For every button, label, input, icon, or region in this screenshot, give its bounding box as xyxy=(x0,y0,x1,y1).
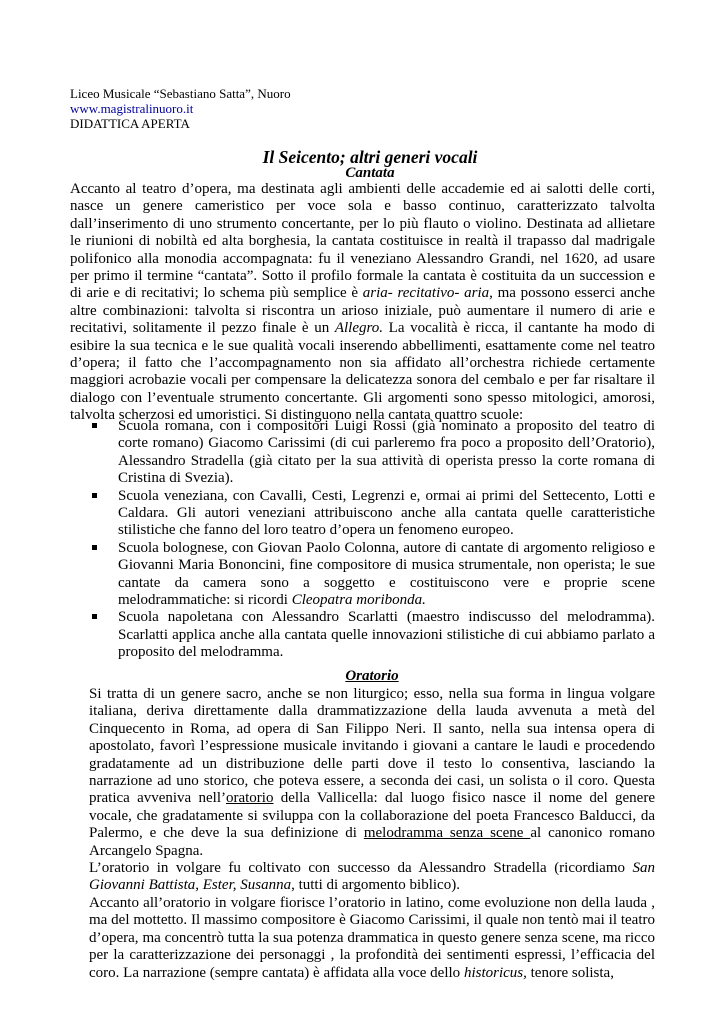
section-heading-oratorio: Oratorio xyxy=(345,668,399,684)
school-name: Liceo Musicale “Sebastiano Satta”, Nuoro xyxy=(70,86,291,101)
section-heading-cantata: Cantata xyxy=(345,165,395,181)
cantata-form-term: aria- recitativo- aria xyxy=(362,285,490,302)
list-item-text: Scuola veneziana, con Cavalli, Cesti, Legrenzi e, ormai ai primi del Settecento, Lotti e Caldara. Gli autori veneziani attribuiscono anche alla cantata quelle caratteristiche stilistiche che fanno del loro teatro d’opera un fenomeno europeo. xyxy=(118,487,655,539)
list-item-text: Scuola bolognese, con Giovan Paolo Colonna, autore di cantate di argomento religioso e Giovanni Maria Bononcini, fine compositore di musica strumentale, non operista; le sue cantate da camera sono a soggetto e costituiscono vere e proprie scene melodrammatiche: si ricordi xyxy=(118,539,655,609)
list-item xyxy=(70,540,655,610)
text-run: L’oratorio in volgare fu coltivato con successo da Alessandro Stradella (ricordiamo xyxy=(89,860,633,877)
cantata-schools-list xyxy=(70,418,655,662)
work-title: Cleopatra moribonda. xyxy=(291,592,426,609)
cantata-paragraph xyxy=(70,181,655,425)
allegro-term: Allegro. xyxy=(334,320,384,337)
oratorio-paragraph-1 xyxy=(89,686,655,860)
text-run: della Vallicella: dal luogo fisico nasce il nome del genere vocale, che gradatamente si sviluppa con la collaborazione del poeta Francesco Balducci, da Palermo, e che deve la sua definizione di xyxy=(89,790,655,842)
oratorio-paragraph-2 xyxy=(89,860,655,895)
bullet-icon xyxy=(92,423,97,428)
bullet-icon xyxy=(92,493,97,498)
text-run: , tutti di argomento biblico). xyxy=(291,877,460,894)
document-header xyxy=(70,86,291,131)
text-run: Accanto all’oratorio in volgare fiorisce l’oratorio in latino, come evoluzione non della lauda , ma del mottetto. Il massimo compositore è Giacomo Carissimi, il quale non tentò mai il teatro d’opera, ma concentrò tutta la sua potenza drammatica in questo genere senza scene, ma ricco per la caratterizzazione dei personaggi , la profondità dei sentimenti espressi, l’efficacia del coro. La narrazione (sempre cantata) è affidata alla voce dello xyxy=(89,894,655,981)
text-run: , ma possono esserci anche altre combinazioni: talvolta si riscontra un arioso iniziale, può aumentare il numero di arie e recitativi, solitamente il pezzo finale è un xyxy=(70,285,655,337)
list-item-text: Scuola romana, con i compositori Luigi Rossi (già nominato a proposito del teatro di corte romano) Giacomo Carissimi (di cui parleremo fra poco a proposito dell’Oratorio), Alessandro Stradella (già citato per la sua attività di operista presso la corte romana di Cristina di Svezia). xyxy=(118,418,655,487)
list-item xyxy=(70,609,655,661)
text-run: Si tratta di un genere sacro, anche se non liturgico; esso, nella sua forma in lingua volgare italiana, deriva direttamente dalla drammatizzazione della lauda avvenuta a metà del Cinquecento in Roma, ad opera di San Filippo Neri. Il santo, nella sua intensa opera di apostolato, favorì l’espressione musicale invitando i giovani a cantare le laudi e procedendo gradatamente ad un distribuzione delle parti dove il testo lo consentiva, lasciando la narrazione ad uno storico, che poteva essere, a seconda dei casi, un solista o il coro. Questa pratica avveniva nell’ xyxy=(89,686,655,807)
historicus-term: historicus, xyxy=(463,964,527,981)
website-link[interactable]: www.magistralinuoro.it xyxy=(70,101,194,116)
melodramma-term: melodramma senza scene xyxy=(363,825,531,842)
text-run: tenore solista, xyxy=(526,964,614,981)
list-item xyxy=(70,418,655,488)
header-label: DIDATTICA APERTA xyxy=(70,116,190,131)
text-run: al canonico romano Arcangelo Spagna. xyxy=(89,825,655,859)
bullet-icon xyxy=(92,545,97,550)
oratorio-body xyxy=(89,686,655,982)
bullet-icon xyxy=(92,614,97,619)
text-run: La vocalità è ricca, il cantante ha modo di esibire la sua tecnica e le sue qualità vocali inserendo abbellimenti, esattamente come nel teatro d’opera; il fatto che l’accompagnamento non sia affidato all’orchestra richiede certamente maggiori acrobazie vocali per compensare la delicatezza sonora del cembalo e per far risaltare il dialogo con l’eventuale strumento concertante. Gli argomenti sono spesso mitologici, amorosi, talvolta scherzosi ed umoristici. Si distinguono nella cantata quattro scuole: xyxy=(70,320,655,424)
list-item-text: Scuola napoletana con Alessandro Scarlatti (maestro indiscusso del melodramma). Scarlatti applica anche alla cantata quelle innovazioni stilistiche di cui abbiamo parlato a proposito del melodramma. xyxy=(118,609,655,661)
works-list: San Giovanni Battista, Ester, Susanna xyxy=(89,860,655,894)
oratorio-paragraph-3 xyxy=(89,895,655,982)
page-title: Il Seicento; altri generi vocali xyxy=(262,147,478,167)
text-run: Accanto al teatro d’opera, ma destinata agli ambienti delle accademie ed ai salotti delle corti, nasce un genere cameristico per voce sola e basso continuo, caratterizzato talvolta dall’inserimento di uno strumento concertante, per lo più flauto o violino. Destinata ad allietare le riunioni di nobiltà ed alta borghesia, la cantata costituisce in realtà il trapasso dal madrigale polifonico alla monodia accompagnata: fu il veneziano Alessandro Grandi, nel 1620, ad usare per primo il termine “cantata”. Sotto il profilo formale la cantata è costituita da un succession e di arie e di recitativi; lo schema più semplice è xyxy=(70,181,655,302)
oratorio-term: oratorio xyxy=(225,790,274,807)
list-item xyxy=(70,488,655,540)
